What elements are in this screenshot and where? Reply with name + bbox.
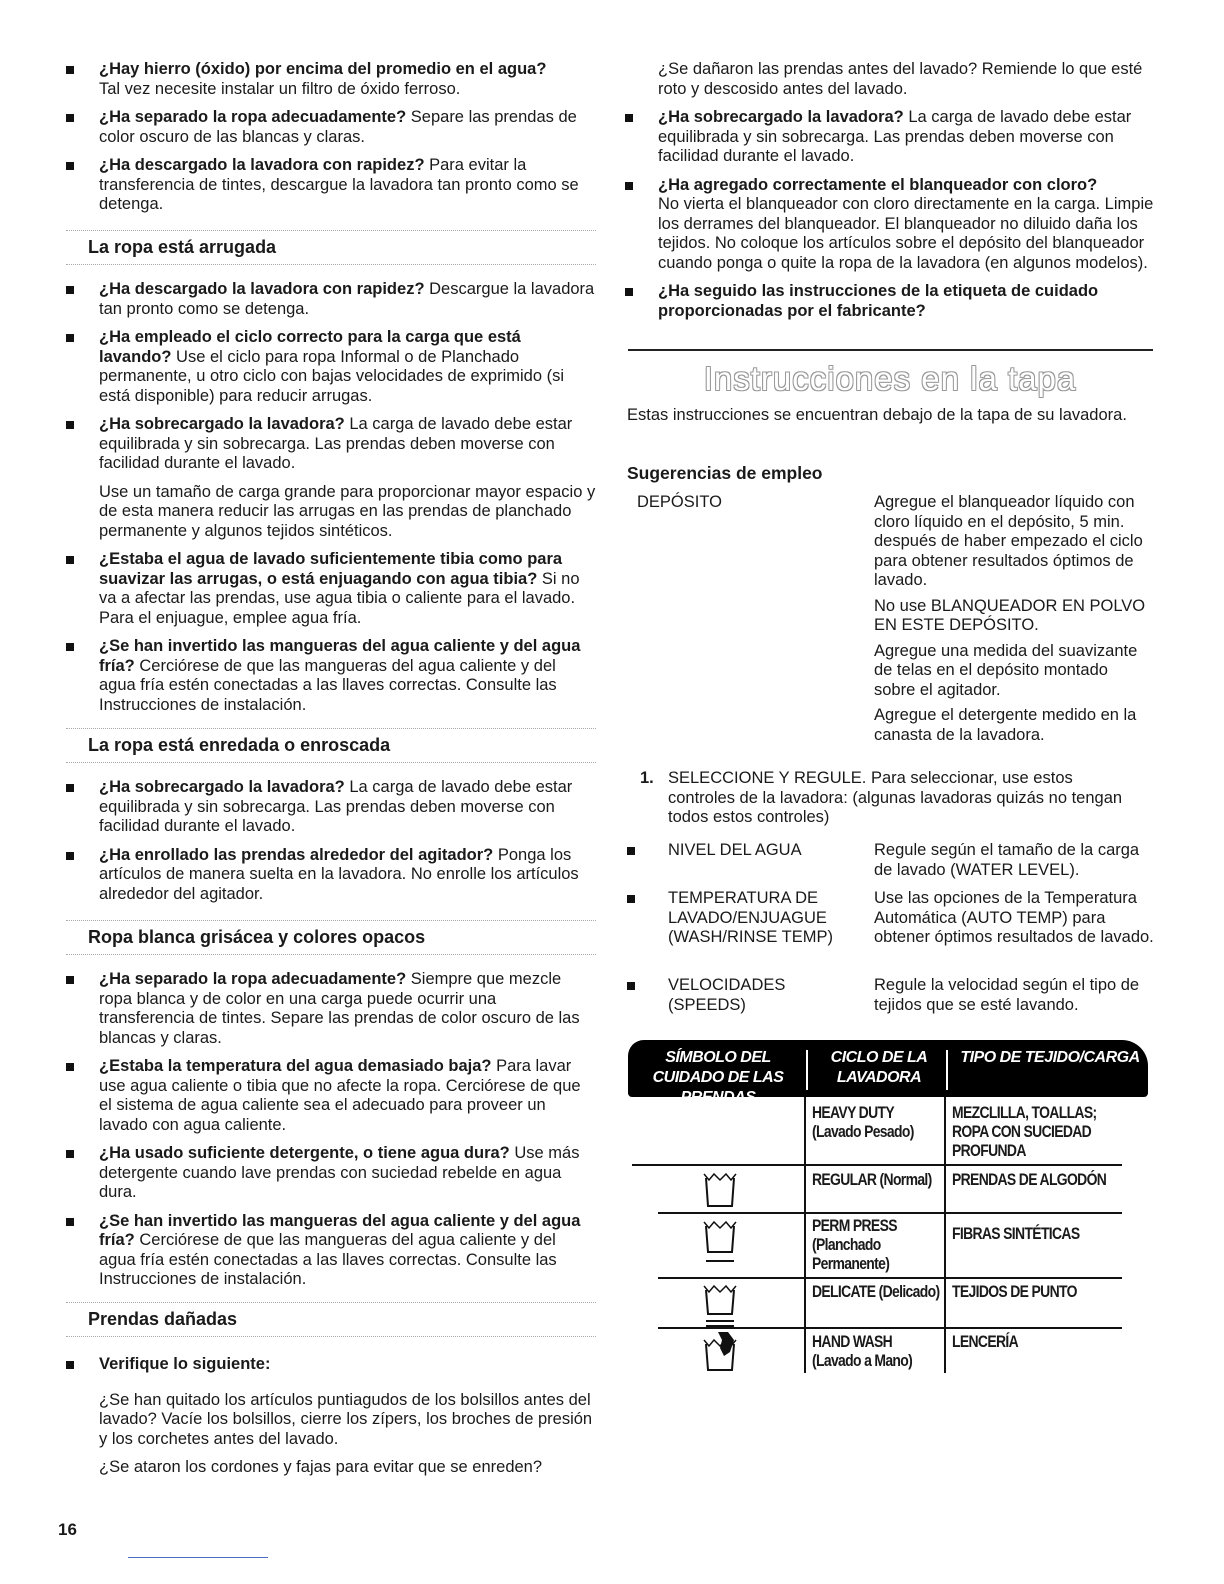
deposito-label: DEPÓSITO xyxy=(637,493,722,511)
tub-two-bars-icon xyxy=(700,1282,740,1330)
paragraph: ¿Se han quitado los artículos puntiagudos de los bolsillos antes del lavado? Vacíe los bolsillos, cierre los zípers, los broches de presión y los corchetes antes del lavado. xyxy=(99,1390,593,1448)
list-item: ¿Ha descargado la lavadora con rapidez? Para evitar la transferencia de tintes, descargue la lavadora tan pronto como se detenga. xyxy=(66,156,596,215)
list-item: ¿Ha seguido las instrucciones de la etiqueta de cuidado proporcionadas por el fabricante? xyxy=(625,282,1155,321)
cycle-cell: HEAVY DUTY (Lavado Pesado) xyxy=(812,1103,914,1141)
deposito-text: Agregue el detergente medido en la canasta de la lavadora. xyxy=(874,706,1137,744)
hand-wash-icon xyxy=(700,1330,742,1374)
fabric-cell: LENCERÍA xyxy=(952,1332,1019,1351)
list-item: ¿Se han invertido las mangueras del agua caliente y del agua fría? Cerciórese de que las mangueras del agua caliente y del agua fría estén conectadas a las llaves correctas. Consulte las Instrucciones de instalación. xyxy=(66,1212,596,1290)
list-item: ¿Ha sobrecargado la lavadora? La carga de lavado debe estar equilibrada y sin sobrecarga. Las prendas deben moverse con facilidad durante el lavado. xyxy=(625,108,1155,167)
divider xyxy=(628,349,1153,351)
paragraph: ¿Se ataron los cordones y fajas para evitar que se enreden? xyxy=(99,1458,543,1476)
list-item: ¿Ha sobrecargado la lavadora? La carga de lavado debe estar equilibrada y sin sobrecarga. Las prendas deben moverse con facilidad durante el lavado. xyxy=(66,778,596,837)
header-cycle: CICLO DE LA LAVADORA xyxy=(830,1049,928,1086)
header-symbol: SÍMBOLO DEL CUIDADO DE LAS PRENDAS xyxy=(652,1049,784,1106)
list-item: ¿Ha separado la ropa adecuadamente? Siempre que mezcle ropa blanca y de color en una carga puede ocurrir una transferencia de tintes. Separe las prendas de color oscuro de las blancas y claras. xyxy=(66,970,596,1048)
list-item: ¿Estaba la temperatura del agua demasiado baja? Para lavar use agua caliente o tibia que no afecte la ropa. Cerciórese de que el sistema de agua caliente sea el adecuado para proveer un lavado con agua caliente. xyxy=(66,1057,596,1135)
fabric-cell: FIBRAS SINTÉTICAS xyxy=(952,1224,1080,1243)
care-table-header xyxy=(628,1040,1148,1106)
page-title: Instrucciones en la tapa xyxy=(703,360,1077,397)
paragraph: Use un tamaño de carga grande para proporcionar mayor espacio y de esta manera reducir las arrugas en las prendas de planchado permanente y algunos tejidos sintéticos. xyxy=(99,482,596,540)
list-item: Verifique lo siguiente: xyxy=(66,1355,596,1375)
control-row: VELOCIDADES (SPEEDS) Regule la velocidad según el tipo de tejidos que se esté lavando. xyxy=(627,976,1157,1020)
section-heading: Ropa blanca grisácea y colores opacos xyxy=(66,920,596,955)
list-item: ¿Se han invertido las mangueras del agua caliente y del agua fría? Cerciórese de que las mangueras del agua caliente y del agua fría estén conectadas a las llaves correctas. Consulte las Instrucciones de instalación. xyxy=(66,637,596,715)
section-heading: Prendas dañadas xyxy=(66,1302,596,1337)
list-item: ¿Ha empleado el ciclo correcto para la carga que está lavando? Use el ciclo para ropa Informal o de Planchado permanente, u otro ciclo con bajas velocidades de exprimido (si está disponible) para reducir arrugas. xyxy=(66,328,596,406)
list-item: ¿Ha sobrecargado la lavadora? La carga de lavado debe estar equilibrada y sin sobrecarga. Las prendas deben moverse con facilidad durante el lavado. xyxy=(66,415,596,474)
list-item: ¿Ha descargado la lavadora con rapidez? Descargue la lavadora tan pronto como se detenga. xyxy=(66,280,596,319)
cycle-cell: DELICATE (Delicado) xyxy=(812,1282,940,1301)
fabric-cell: PRENDAS DE ALGODÓN xyxy=(952,1170,1107,1189)
tub-one-bar-icon xyxy=(700,1218,740,1266)
fabric-cell: TEJIDOS DE PUNTO xyxy=(952,1282,1077,1301)
control-row: NIVEL DEL AGUA Regule según el tamaño de la carga de lavado (WATER LEVEL). xyxy=(627,841,1157,889)
list-item: ¿Ha separado la ropa adecuadamente? Separe las prendas de color oscuro de las blancas y claras. xyxy=(66,108,596,147)
list-item: ¿Hay hierro (óxido) por encima del promedio en el agua? Tal vez necesite instalar un filtro de óxido ferroso. xyxy=(66,60,596,99)
list-item: ¿Ha usado suficiente detergente, o tiene agua dura? Use más detergente cuando lave prendas con suciedad rebelde en agua dura. xyxy=(66,1144,596,1203)
step-text: SELECCIONE Y REGULE. Para seleccionar, use estos controles de la lavadora: (algunas lavadoras quizás no tengan todos estos controles) xyxy=(668,769,1123,826)
list-item: ¿Ha agregado correctamente el blanqueador con cloro? No vierta el blanqueador con cloro directamente en la carga. Limpie los derrames del blanqueador. El blanqueador no diluido daña los tejidos. No coloque los artículos sobre el depósito del blanqueador cuando ponga o quite la ropa de la lavadora (en algunos modelos). xyxy=(625,176,1155,274)
header-fabric: TIPO DE TEJIDO/CARGA xyxy=(960,1049,1140,1066)
cycle-cell: HAND WASH (Lavado a Mano) xyxy=(812,1332,913,1370)
fabric-cell: MEZCLILLA, TOALLAS; ROPA CON SUCIEDAD PROFUNDA xyxy=(952,1103,1097,1160)
control-row: TEMPERATURA DE LAVADO/ENJUAGUE (WASH/RINSE TEMP) Use las opciones de la Temperatura Automática (AUTO TEMP) para obtener óptimos resultados de lavado. xyxy=(627,889,1157,976)
list-item: ¿Ha enrollado las prendas alrededor del agitador? Ponga los artículos de manera suelta en la lavadora. No enrolle los artículos alrededor del agitador. xyxy=(66,846,596,905)
footer-rule xyxy=(128,1557,268,1558)
cycle-cell: REGULAR (Normal) xyxy=(812,1170,932,1189)
subheading: Sugerencias de empleo xyxy=(627,463,823,483)
deposito-text: Agregue una medida del suavizante de telas en el depósito montado sobre el agitador. xyxy=(874,641,1138,699)
cycle-cell: PERM PRESS (Planchado Permanente) xyxy=(812,1216,897,1273)
tub-icon xyxy=(700,1170,740,1210)
page-number: 16 xyxy=(58,1520,77,1539)
paragraph: ¿Se dañaron las prendas antes del lavado? Remiende lo que esté roto y descosido antes del lavado. xyxy=(658,60,1143,98)
step-number: 1. xyxy=(640,769,654,787)
section-heading: La ropa está arrugada xyxy=(66,230,596,265)
paragraph: Estas instrucciones se encuentran debajo de la tapa de su lavadora. xyxy=(627,406,1127,424)
deposito-text: Agregue el blanqueador líquido con cloro líquido en el depósito, 5 min. después de haber empezado el ciclo para obtener resultados óptimos de lavado. xyxy=(874,493,1143,589)
section-heading: La ropa está enredada o enroscada xyxy=(66,728,596,763)
deposito-text: No use BLANQUEADOR EN POLVO EN ESTE DEPÓSITO. xyxy=(874,596,1146,634)
list-item: ¿Estaba el agua de lavado suficientemente tibia como para suavizar las arrugas, o está enjuagando con agua tibia? Si no va a afectar las prendas, use agua tibia o caliente para el lavado. Para el enjuague, emplee agua fría. xyxy=(66,550,596,628)
